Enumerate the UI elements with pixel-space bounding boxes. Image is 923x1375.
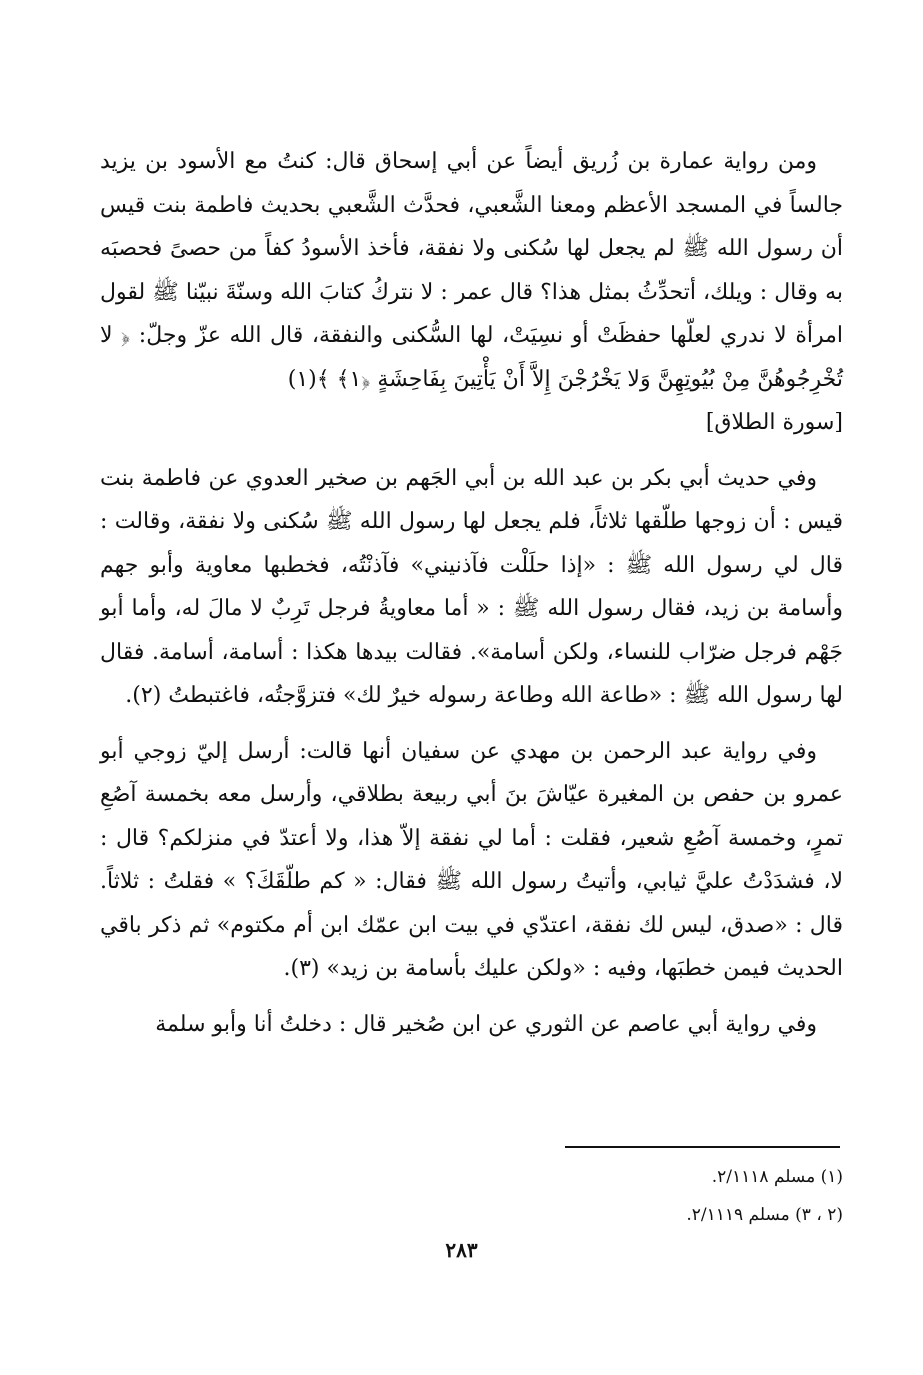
footnote-1: (١) مسلم ٢/١١١٨.	[711, 1167, 843, 1187]
paragraph-1	[100, 140, 843, 445]
footnotes	[100, 1158, 843, 1234]
footnote-2: (٢ ، ٣) مسلم ٢/١١١٩.	[686, 1205, 843, 1225]
paragraph-1-text: ومن رواية عمارة بن زُريق أيضاً عن أبي إسحاق قال: كنتُ مع الأسود بن يزيد جالساً في المسجد الأعظم ومعنا الشَّعبي، فحدَّث الشَّعبي بحديث فاطمة بنت قيس أن رسول الله ﷺ لم يجعل لها سُكنى ولا نفقة، فأخذ الأسودُ كفاً من حصىً فحصبَه به وقال : ويلك، أتحدِّثُ بمثل هذا؟ قال عمر : لا نتركُ كتابَ الله وسنّةَ نبيّنا ﷺ لقول امرأة لا ندري لعلّها حفظَتْ أو نسِيَتْ، لها السُّكنى والنفقة، قال الله عزّ وجلّ: ﴿ لا تُخْرِجُوهُنَّ مِنْ بُيُوتِهِنَّ وَلا يَخْرُجْنَ إِلاَّ أَنْ يَأْتِينَ بِفَاحِشَةٍ ﴿١﴾ ﴾(١)	[100, 149, 843, 392]
page-number: ٢٨٣	[445, 1238, 478, 1262]
footnote-divider	[565, 1146, 840, 1148]
paragraph-4: وفي رواية أبي عاصم عن الثوري عن ابن صُخير قال : دخلتُ أنا وأبو سلمة	[155, 1011, 817, 1037]
main-text	[100, 140, 843, 1046]
paragraph-3: وفي رواية عبد الرحمن بن مهدي عن سفيان أنها قالت: أرسل إليّ زوجي أبو عمرو بن حفص بن المغيرة عيّاشَ بنَ أبي ربيعة بطلاقي، وأرسل معه بخمسة آصُعِ تمرٍ، وخمسة آصُعِ شعير، فقلت : أما لي نفقة إلاّ هذا، ولا أعتدّ في منزلكم؟ قال : لا، فشدَدْتُ عليَّ ثيابي، وأتيتُ رسول الله ﷺ فقال: « كم طلّقَكَ؟ » فقلتُ : ثلاثاً. قال : «صدق، ليس لك نفقة، اعتدّي في بيت ابن عمّك ابن أم مكتوم» ثم ذكر باقي الحديث فيمن خطبَها، وفيه : «ولكن عليك بأسامة بن زيد» (٣).	[100, 738, 843, 981]
paragraph-2: وفي حديث أبي بكر بن عبد الله بن أبي الجَهم بن صخير العدوي عن فاطمة بنت قيس : أن زوجها طلّقها ثلاثاً، فلم يجعل لها رسول الله ﷺ سُكنى ولا نفقة، وقالت : قال لي رسول الله ﷺ : «إذا حلَلْت فآذنيني» فآذنْتُه، فخطبها معاوية وأبو جهم وأسامة بن زيد، فقال رسول الله ﷺ : « أما معاويةُ فرجل تَرِبٌ لا مالَ له، وأما أبو جَهْم فرجل ضرّاب للنساء، ولكن أسامة». فقالت بيدها هكذا : أسامة، أسامة. فقال لها رسول الله ﷺ : «طاعة الله وطاعة رسوله خيرٌ لك» فتزوَّجتُه، فاغتبطتُ (٢).	[100, 465, 844, 708]
surah-reference: [سورة الطلاق]	[705, 410, 843, 435]
